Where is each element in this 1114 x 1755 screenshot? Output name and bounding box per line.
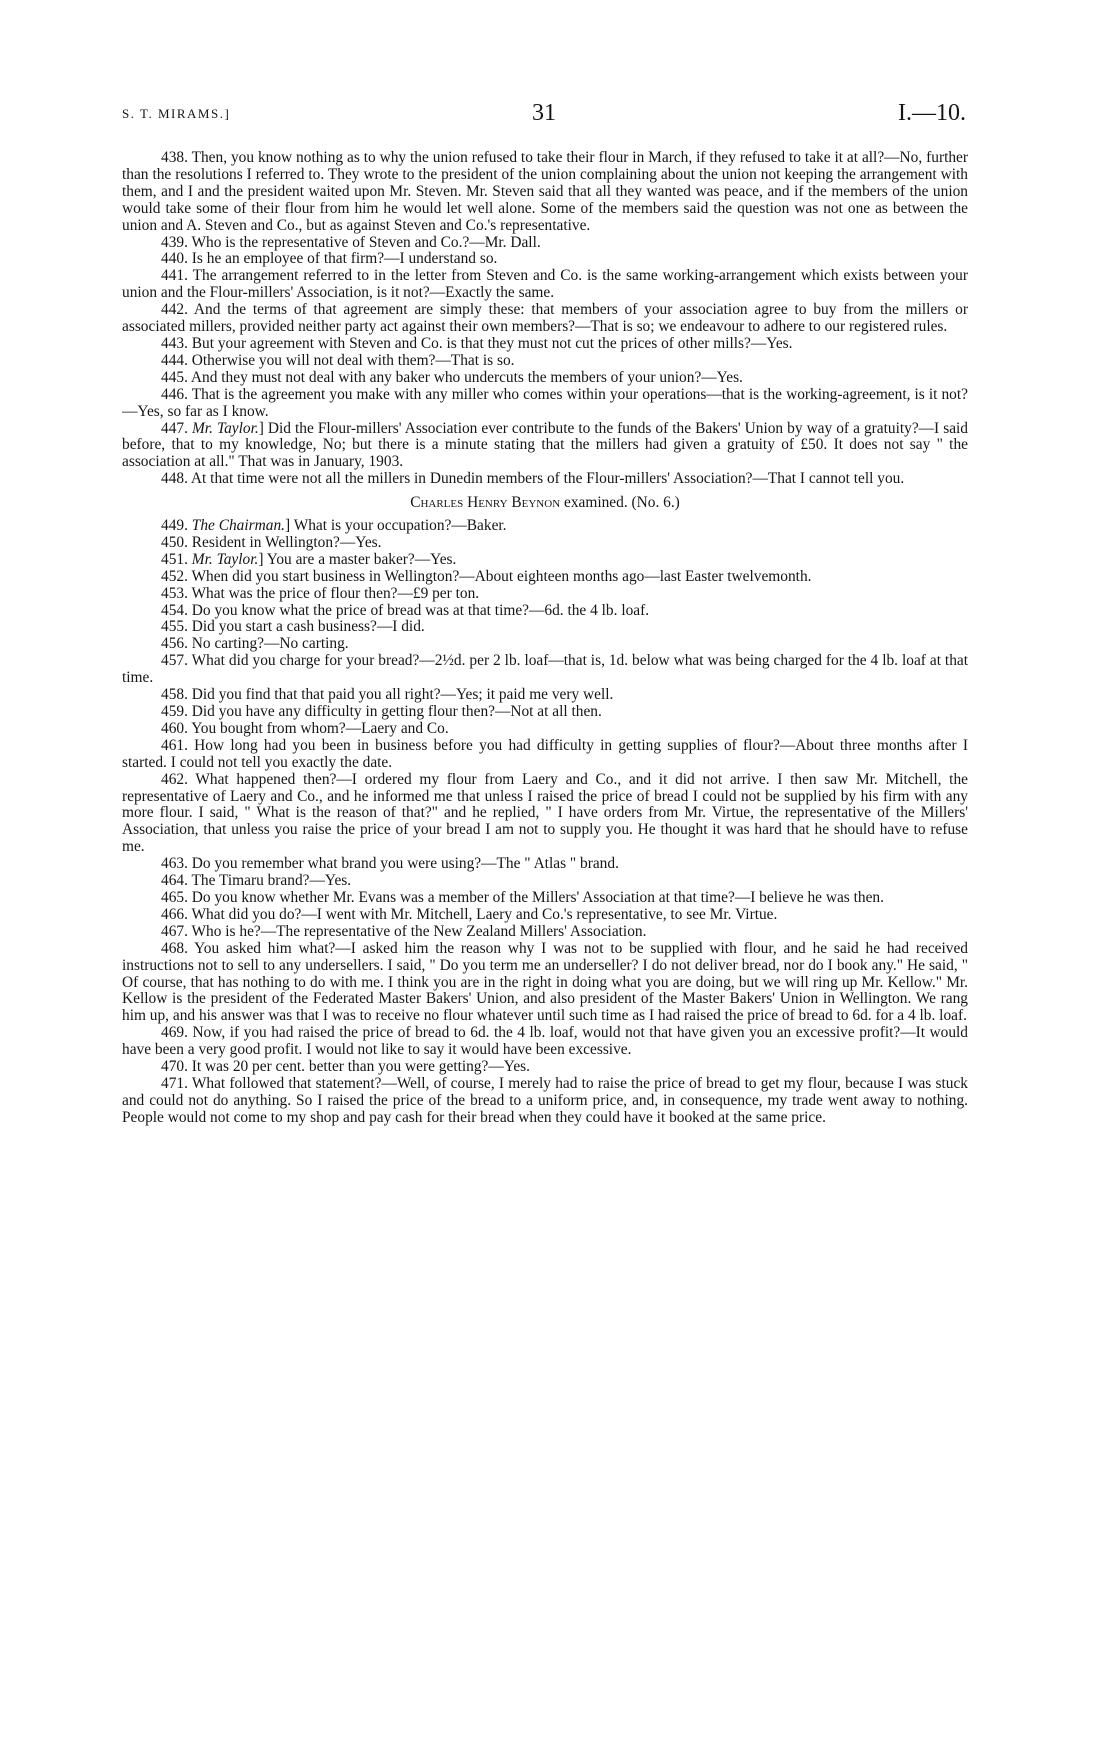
paragraph-text: 460. You bought from whom?—Laery and Co. [161,719,449,737]
witness-name: Charles Henry Beynon [410,494,561,512]
testimony-paragraph [122,421,968,472]
page-number: 31 [532,100,556,126]
paragraph-text: 462. What happened then?—I ordered my flour from Laery and Co., and it did not arrive. I then saw Mr. Mitchell, the representative of Laery and Co., and he informed me that unless I raised the price of bread I could not be supplied by his firm with any more flour. I said, " What is the reason of that?" and he replied, " I have orders from Mr. Virtue, the representative of the Millers' Association, that unless you raise the price of your bread I am not to supply you. He thought it was hard that he should have to refuse me. [122,770,968,856]
testimony-paragraph [122,653,968,687]
header-document-ref: I.—10. [898,100,966,126]
paragraph-text: 465. Do you know whether Mr. Evans was a member of the Millers' Association at that time?—I believe he was then. [161,888,884,906]
paragraph-text: 451. [161,550,192,568]
testimony-body [122,150,968,1127]
testimony-paragraph [122,353,968,370]
paragraph-text: 454. Do you know what the price of bread was at that time?—6d. the 4 lb. loaf. [161,601,650,619]
paragraph-text: 438. Then, you know nothing as to why the union refused to take their flour in March, if they refused to take it at all?—No, further than the resolutions I referred to. They wrote to the president of the union complaining about the union not keeping the arrangement with them, and I and the president waited upon Mr. Steven. Mr. Steven said that all they wanted was peace, and if the members of the union would take some of their flour from him he would let well alone. Some of the members said the question was not one as between the union and A. Steven and Co., but as against Steven and Co.'s representative. [122,149,968,234]
testimony-paragraph [122,302,968,336]
paragraph-text: 458. Did you find that that paid you all right?—Yes; it paid me very well. [161,686,614,704]
paragraph-text: 470. It was 20 per cent. better than you were getting?—Yes. [161,1058,530,1076]
paragraph-text: 453. What was the price of flour then?—£9 per ton. [161,584,480,602]
testimony-paragraph [122,873,968,890]
paragraph-text: 461. How long had you been in business before you had difficulty in getting supplies of flour?—About three months after I started. I could not tell you exactly the date. [122,736,968,771]
testimony-paragraph [122,471,968,488]
testimony-paragraph [122,552,968,569]
paragraph-text: 469. Now, if you had raised the price of bread to 6d. the 4 lb. loaf, would not that have given you an excessive profit?—It would have been a very good profit. I would not like to say it would have been excessive. [122,1024,968,1059]
paragraph-text: 445. And they must not deal with any baker who undercuts the members of your union?—Yes. [161,368,743,386]
speaker-name: Mr. Taylor. [191,550,259,568]
testimony-paragraph [122,1059,968,1076]
header-witness: S. T. MIRAMS.] [122,106,231,121]
paragraph-text: 450. Resident in Wellington?—Yes. [161,533,382,551]
testimony-paragraph [122,907,968,924]
testimony-paragraph [122,619,968,636]
testimony-paragraph [122,387,968,421]
testimony-paragraph [122,251,968,268]
testimony-paragraph [122,268,968,302]
testimony-paragraph [122,704,968,721]
testimony-paragraph [122,856,968,873]
testimony-paragraph [122,535,968,552]
testimony-paragraph [122,1025,968,1059]
testimony-paragraph [122,721,968,738]
paragraph-text: 471. What followed that statement?—Well, of course, I merely had to raise the price of bread to get my flour, because I was stuck and could not do anything. So I raised the price of the bread to a uniform price, and, in consequence, my trade went away to nothing. People would not come to my shop and pay cash for their bread when they could have it booked at the same price. [122,1074,968,1126]
testimony-paragraph [122,924,968,941]
testimony-paragraph [122,687,968,704]
witness-heading-rest: examined. (No. 6.) [560,494,680,512]
paragraph-text: 448. At that time were not all the millers in Dunedin members of the Flour-millers' Association?—That I cannot tell you. [161,470,905,488]
speaker-name: Mr. Taylor. [191,419,259,437]
paragraph-text: 447. [161,419,192,437]
testimony-paragraph [122,941,968,1026]
paragraph-text-rest: ] Did the Flour-millers' Association ever contribute to the funds of the Bakers' Union by way of a gratuity?—I said before, that to my knowledge, No; but there is a minute stating that the millers had given a gratuity of £50. It does not say " the association at all." That was in January, 1903. [122,419,968,471]
testimony-paragraph [122,370,968,387]
paragraph-text: 442. And the terms of that agreement are simply these: that members of your association agree to buy from the millers or associated millers, provided neither party act against their own members?—That is so; we endeavour to adhere to our registered rules. [122,301,968,336]
testimony-paragraph [122,569,968,586]
paragraph-text: 455. Did you start a cash business?—I did. [161,618,425,636]
paragraph-text: 441. The arrangement referred to in the letter from Steven and Co. is the same working-arrangement which exists between your union and the Flour-millers' Association, is it not?—Exactly the same. [122,267,968,302]
paragraph-text: 459. Did you have any difficulty in getting flour then?—Not at all then. [161,703,602,720]
testimony-paragraph [122,150,968,235]
paragraph-text: 452. When did you start business in Wellington?—About eighteen months ago—last Easter twelvemonth. [161,567,812,585]
paragraph-text: 468. You asked him what?—I asked him the reason why I was not to be supplied with flour, and he said he had received instructions not to sell to any undersellers. I said, " Do you term me an underseller? I do not deliver bread, nor do I book any." He said, " Of course, that has nothing to do with me. I think you are in the right in doing what you are doing, but we will ring up Mr. Kellow." Mr. Kellow is the president of the Federated Master Bakers' Union, and also president of the Master Bakers' Union in Wellington. We rang him up, and his answer was that I was to receive no flour whatever until such time as I had raised the price of bread to 6d. for a 4 lb. loaf. [122,939,968,1025]
testimony-paragraph [122,518,968,535]
paragraph-text: 457. What did you charge for your bread?—2½d. per 2 lb. loaf—that is, 1d. below what was being charged for the 4 lb. loaf at that time. [122,652,968,687]
witness-heading [122,495,968,512]
testimony-paragraph [122,772,968,857]
paragraph-text: 440. Is he an employee of that firm?—I understand so. [161,250,498,268]
testimony-paragraph [122,738,968,772]
paragraph-text: 446. That is the agreement you make with any miller who comes within your operations—that is the working-agreement, is it not?—Yes, so far as I know. [122,385,968,420]
paragraph-text: 464. The Timaru brand?—Yes. [161,872,352,890]
testimony-paragraph [122,586,968,603]
paragraph-text: 467. Who is he?—The representative of the New Zealand Millers' Association. [161,922,647,940]
testimony-paragraph [122,890,968,907]
testimony-paragraph [122,636,968,653]
paragraph-text: 449. [161,517,192,535]
testimony-paragraph [122,235,968,252]
paragraph-text: 444. Otherwise you will not deal with them?—That is so. [161,351,515,369]
paragraph-text: 456. No carting?—No carting. [161,635,349,653]
paragraph-text: 463. Do you remember what brand you were using?—The " Atlas " brand. [161,855,619,873]
paragraph-text-rest: ] You are a master baker?—Yes. [258,550,457,568]
paragraph-text: 439. Who is the representative of Steven and Co.?—Mr. Dall. [161,233,541,251]
paragraph-text: 443. But your agreement with Steven and Co. is that they must not cut the prices of other mills?—Yes. [161,334,793,352]
testimony-paragraph [122,336,968,353]
page-header [122,100,966,130]
testimony-paragraph [122,603,968,620]
testimony-paragraph [122,1076,968,1127]
speaker-name: The Chairman. [191,517,285,535]
paragraph-text: 466. What did you do?—I went with Mr. Mitchell, Laery and Co.'s representative, to see Mr. Virtue. [161,905,778,923]
paragraph-text-rest: ] What is your occupation?—Baker. [285,517,507,535]
